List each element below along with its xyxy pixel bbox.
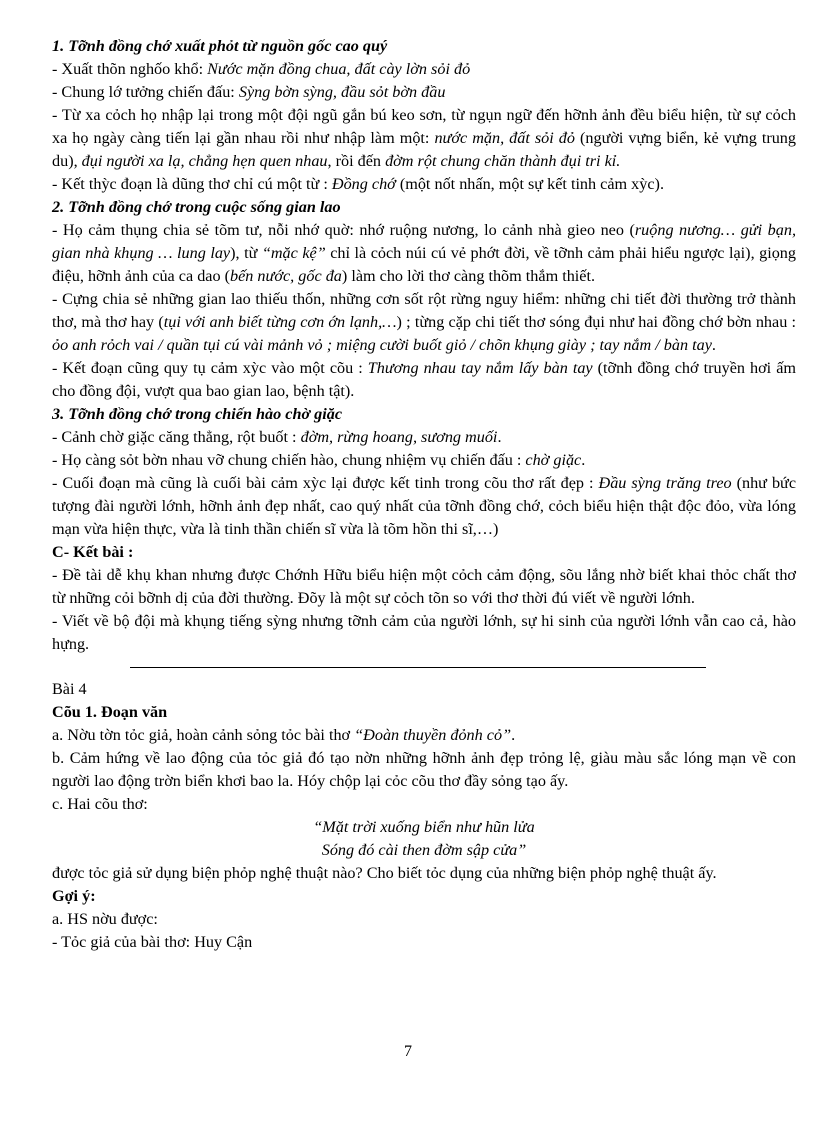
text: chỉ là cỏch núi cú vẻ phớt đời, về tỡnh cảm phải hiểu ngược lại), giọng điệu, hỡnh ảnh của ca dao ( (52, 244, 796, 285)
paragraph (52, 426, 796, 449)
quote: Nước mặn đồng chua, đất cày lờn sỏi đỏ (207, 60, 471, 78)
paragraph: được tỏc giả sử dụng biện phỏp nghệ thuật nào? Cho biết tỏc dụng của những biện phỏp nghệ thuật ấy. (52, 864, 717, 882)
quote: “Đoàn thuyền đỏnh cỏ” (354, 726, 512, 744)
paragraph (52, 472, 796, 541)
text: a. Nờu tờn tỏc giả, hoàn cảnh sỏng tỏc bài thơ (52, 726, 355, 744)
paragraph (52, 81, 796, 104)
document-page (52, 35, 796, 954)
section-1-heading: 1. Tỡnh đồng chớ xuất phỏt từ nguồn gốc cao quý (52, 37, 388, 55)
section-2-heading: 2. Tỡnh đồng chớ trong cuộc sống gian lao (52, 198, 341, 216)
paragraph (52, 219, 796, 288)
quote: tụi với anh biết từng cơn ớn lạnh,… (163, 313, 397, 331)
text: - Kết thỳc đoạn là dũng thơ chỉ cú một từ : (52, 175, 332, 193)
paragraph: a. HS nờu được: (52, 910, 158, 928)
quote: chờ giặc (525, 451, 582, 469)
quote: ruộng nương… gửi bạn, gian nhà khụng … lung lay (52, 221, 796, 262)
text: . (511, 726, 516, 744)
ket-bai-heading: C- Kết bài : (52, 543, 134, 561)
text: (như bức tượng đài người lớnh, hỡnh ảnh đẹp nhất, cao quý nhất của tỡnh đồng chớ, cỏch biểu hiện thật độc đỏo, vừa lóng mạn vừa hiện thực, vừa là tinh thần chiến sĩ vừa là tõm hồn thi sĩ,…) (52, 474, 797, 538)
text: - Cuối đoạn mà cũng là cuối bài cảm xỳc lại được kết tinh trong cõu thơ rất đẹp : (52, 474, 599, 492)
verse-line: Sóng đó cài then đờm sập cửa” (321, 841, 527, 859)
text: (tỡnh đồng chớ truyền hơi ấm cho đồng đội, vượt qua bao gian lao, bệnh tật). (52, 359, 796, 400)
verse-line: “Mặt trời xuống biển như hũn lửa (313, 818, 535, 836)
quote: “mặc kệ” (261, 244, 326, 262)
text: (một nốt nhấn, một sự kết tinh cảm xỳc). (395, 175, 664, 193)
section-3-heading: 3. Tỡnh đồng chớ trong chiến hào chờ giặc (52, 405, 343, 423)
text: - Họ càng sỏt bờn nhau vỡ chung chiến hào, chung nhiệm vụ chiến đấu : (52, 451, 526, 469)
text: . (711, 336, 716, 354)
quote: đờm, rừng hoang, sương muối (300, 428, 498, 446)
question-heading: Cõu 1. Đoạn văn (52, 703, 168, 721)
text: ) làm cho lời thơ càng thõm thắm thiết. (341, 267, 596, 285)
text: . (581, 451, 586, 469)
page-number: 7 (404, 1043, 412, 1060)
quote: ỏo anh rỏch vai / quần tụi cú vài mảnh vỏ ; miệng cười buốt giỏ / chõn khụng giày ; tay nắm / bàn tay (52, 336, 712, 354)
paragraph: c. Hai cõu thơ: (52, 795, 148, 813)
quote: bến nước, gốc đa (230, 267, 342, 285)
paragraph (52, 357, 796, 403)
quote: đụi người xa lạ, chẳng hẹn quen nhau (81, 152, 328, 170)
quote: Đồng chớ (331, 175, 396, 193)
paragraph (52, 724, 796, 747)
text: - Kết đoạn cũng quy tụ cảm xỳc vào một cõu : (52, 359, 368, 377)
text: ) ; từng cặp chi tiết thơ sóng đụi như hai đồng chớ bờn nhau : (396, 313, 797, 331)
text: . (497, 428, 502, 446)
text: , rồi đến (327, 152, 386, 170)
paragraph: b. Cảm hứng về lao động của tỏc giả đó tạo nờn những hỡnh ảnh đẹp trỏng lệ, giàu màu sắc lóng mạn về con người lao động trờn biển khơi bao la. Hóy chộp lại cỏc cõu thơ đầy sỏng tạo ấy. (52, 749, 796, 790)
text: - Xuất thõn nghốo khổ: (52, 60, 208, 78)
quote: đờm rột chung chăn thành đụi tri kỉ. (385, 152, 621, 170)
paragraph (52, 288, 796, 357)
text: - Cựng chia sẻ những gian lao thiếu thốn, những cơn sốt rột rừng nguy hiểm: những chi tiết đời thường trở thành thơ, mà thơ hay ( (52, 290, 796, 331)
text: (người vựng biển, kẻ vựng trung du), (52, 129, 796, 170)
paragraph (52, 449, 796, 472)
paragraph: - Tỏc giả của bài thơ: Huy Cận (52, 933, 253, 951)
quote: Đầu sỳng trăng treo (598, 474, 732, 492)
paragraph: - Đề tài dễ khụ khan nhưng được Chớnh Hữu biểu hiện một cỏch cảm động, sõu lắng nhờ biết khai thỏc chất thơ từ những cỏi bỡnh dị của đời thường. Đõy là một sự cỏch tõn so với thơ thời đú viết về người lớnh. (52, 566, 796, 607)
text: - Cảnh chờ giặc căng thẳng, rột buốt : (52, 428, 301, 446)
paragraph: - Viết về bộ đội mà khụng tiếng sỳng nhưng tỡnh cảm của người lớnh, sự hi sinh của người lớnh vẫn cao cả, hào hựng. (52, 612, 796, 653)
horizontal-divider (130, 667, 706, 668)
paragraph (52, 173, 796, 196)
hint-heading: Gợi ý: (52, 887, 96, 905)
exercise-title: Bài 4 (52, 680, 87, 698)
text: - Họ cảm thụng chia sẻ tõm tư, nỗi nhớ quờ: nhớ ruộng nương, lo cảnh nhà gieo neo ( (52, 221, 635, 239)
quote: nước mặn, đất sỏi đỏ (434, 129, 575, 147)
text: ), từ (230, 244, 262, 262)
paragraph (52, 104, 796, 173)
quote: Sỳng bờn sỳng, đầu sỏt bờn đầu (238, 83, 446, 101)
text: - Từ xa cỏch họ nhập lại trong một đội ngũ gắn bú keo sơn, từ ngụn ngữ đến hỡnh ảnh đều biểu hiện, từ sự cỏch xa họ ngày càng tiến lại gần nhau rồi như nhập làm một: (52, 106, 796, 147)
paragraph (52, 58, 796, 81)
text: - Chung lớ tưởng chiến đấu: (52, 83, 239, 101)
quote: Thương nhau tay nắm lấy bàn tay (367, 359, 593, 377)
